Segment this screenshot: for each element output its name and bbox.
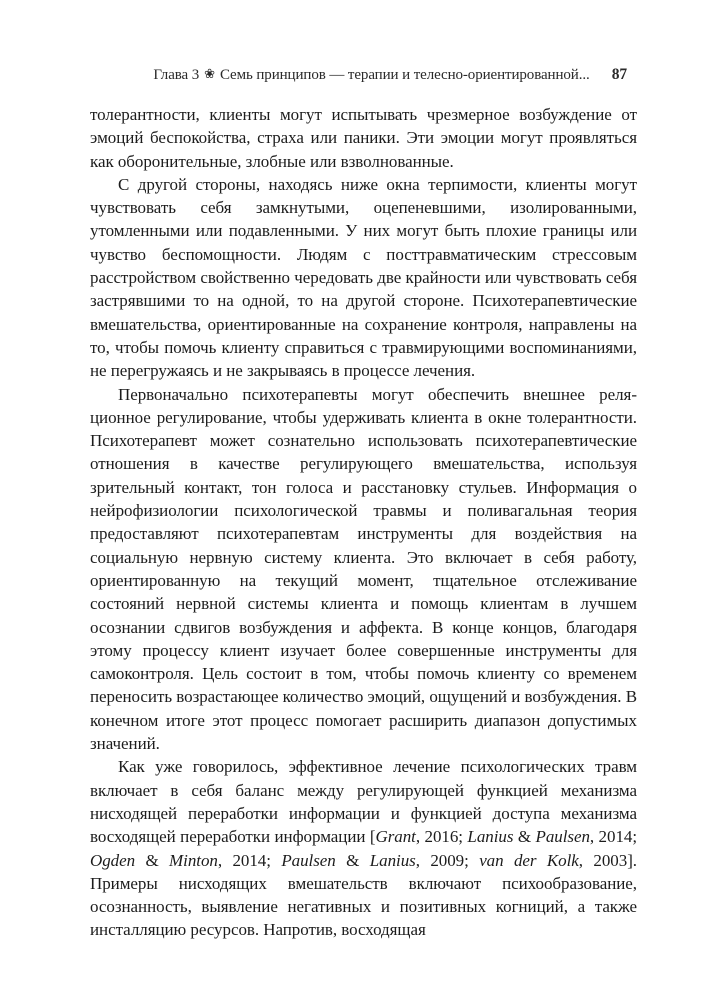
running-header: [137, 66, 627, 84]
citation-author: Paulsen: [535, 827, 590, 847]
ornament-icon: ❀: [204, 66, 215, 81]
citation-author: Paulsen: [281, 850, 336, 870]
text-run: , 2003]. Примеры нисходящих вмешательств включают психообразование, осознанность, выявление негативных и позитивных когниций, а также инсталляцию ресурсов. Напротив, восходящая: [90, 850, 638, 940]
text-run: , 2009;: [415, 850, 480, 870]
text-run: Как уже говорилось, эффективное лечение психологических травм включает в себя баланс между регулирующей функцией механизма нисходящей переработки информации и функцией доступа механизма восходящей переработки информации [: [90, 757, 637, 847]
citation-author: Grant: [375, 827, 416, 847]
citation-author: Lanius: [369, 850, 416, 870]
text-run: , 2014;: [217, 850, 282, 870]
text-run: , 2014;: [589, 827, 638, 847]
text-run: , 2016;: [415, 827, 468, 847]
chapter-title: Семь принципов — терапии и телесно-ориентированной...: [219, 67, 590, 83]
paragraph: [90, 755, 637, 941]
body-text: [90, 103, 637, 942]
text-run: толерантности, клиенты могут испытывать чрезмерное возбуждение от эмоций беспокойства, страха или паники. Эти эмоции могут проявляться как оборонительные, злобные или взволнованные.: [90, 105, 637, 171]
text-run: &: [135, 850, 170, 870]
citation-author: van der Kolk: [479, 850, 579, 870]
paragraph: [90, 173, 637, 383]
paragraph: [90, 103, 637, 173]
citation-author: Minton: [169, 850, 218, 870]
text-run: С другой стороны, находясь ниже окна терпимости, клиенты могут чувствовать себя замкнутыми, оцепеневшими, изолированными, утомленными или подавленными. У них могут быть плохие границы или чувство беспомощности. Людям с посттравматическим стрессовым расстройством свойственно чередовать две крайности или чувствовать себя застрявшими то на одной, то на другой стороне. Психотерапевтические вмешательства, ориентированные на сохранение контроля, направлены на то, чтобы помочь клиенту справиться с травмирующими воспоминаниями, не перегружаясь и не закрываясь в процессе лечения.: [90, 174, 637, 381]
page-number: 87: [611, 66, 627, 83]
citation-author: Ogden: [90, 850, 136, 870]
text-run: &: [513, 827, 536, 847]
text-run: Первоначально психотерапевты могут обеспечить внешнее реляционное регулирование, чтобы удерживать клиента в окне толерантности. Психотерапевт может сознательно использовать психотерапевтические отношения в качестве регулирующего вмешательства, используя зрительный контакт, тон голоса и расстановку стульев. Информация о нейрофизиологии психологической травмы и поливагальная теория предоставляют психотерапевтам инструменты для воздействия на социальную нервную систему клиента. Это включает в себя работу, ориентированную на текущий момент, тщательное отслеживание состояний нервной системы клиента и помощь клиентам в лучшем осознании сдвигов возбуждения и аффекта. В конце концов, благодаря этому процессу клиент изучает более совершенные инструменты для самоконтроля. Цель состоит в том, чтобы помочь клиенту со временем переносить возрастающее количество эмоций, ощущений и возбуждения. В конечном итоге этот процесс помогает расширить диапазон допустимых значений.: [90, 384, 637, 754]
paragraph: [90, 383, 637, 756]
citation-author: Lanius: [467, 827, 514, 847]
chapter-label: Глава 3: [153, 67, 200, 83]
text-run: &: [335, 850, 370, 870]
